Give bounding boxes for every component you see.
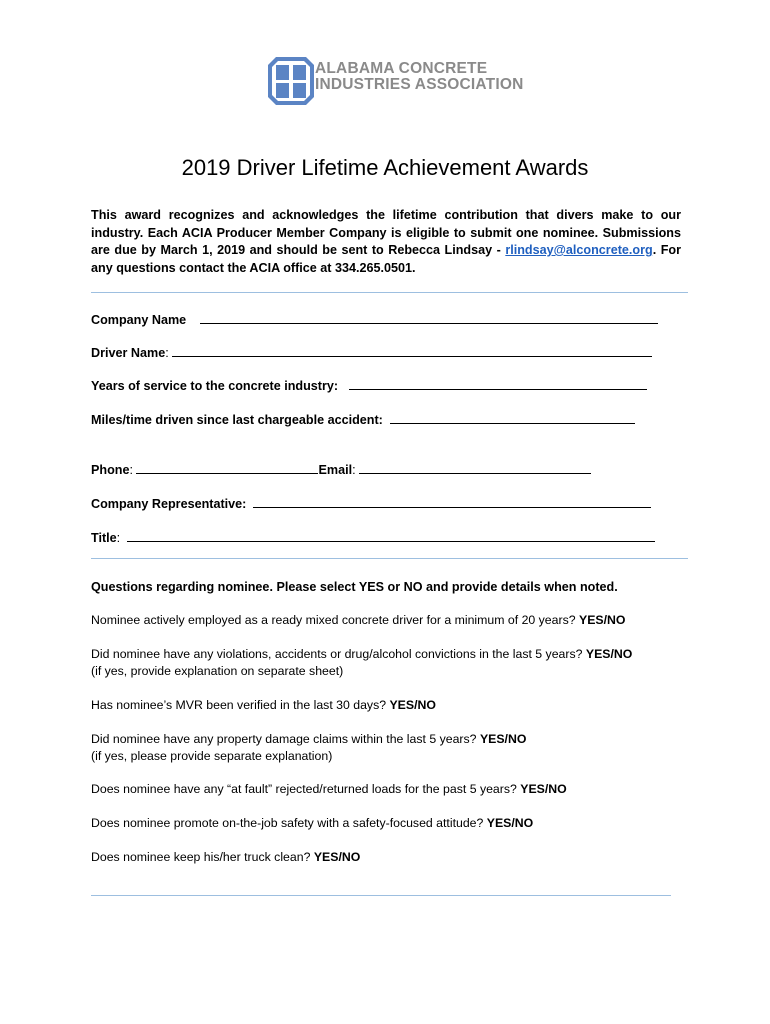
company-rep-line[interactable] xyxy=(253,495,651,508)
question-item xyxy=(91,697,436,714)
question-note: (if yes, please provide separate explanation) xyxy=(91,749,333,763)
yes-no-option[interactable]: YES/NO xyxy=(479,732,527,746)
question-item xyxy=(91,781,567,798)
question-text: Nominee actively employed as a ready mixed concrete driver for a minimum of 20 years? xyxy=(91,613,576,627)
logo-line-2: INDUSTRIES ASSOCIATION xyxy=(315,76,524,93)
question-text: Did nominee have any violations, accidents or drug/alcohol convictions in the last 5 years? xyxy=(91,647,583,661)
intro-paragraph xyxy=(91,207,681,277)
question-text: Has nominee’s MVR been verified in the last 30 days? xyxy=(91,698,387,712)
company-name-line[interactable] xyxy=(200,311,658,324)
email-label: Email xyxy=(318,463,353,477)
company-name-field[interactable] xyxy=(91,311,658,327)
driver-name-field[interactable]: Driver Name: xyxy=(91,344,652,360)
yes-no-option[interactable]: YES/NO xyxy=(579,613,626,627)
company-rep-field[interactable] xyxy=(91,495,651,511)
email-link[interactable]: rlindsay@alconcrete.org xyxy=(505,243,653,257)
yes-no-option[interactable]: YES/NO xyxy=(313,850,361,864)
title-label: Title xyxy=(91,531,117,545)
question-item xyxy=(91,612,625,629)
intro-text-end: . For any questions contact the ACIA office at 334.265.0501. xyxy=(91,243,681,275)
yes-no-option[interactable]: YES/NO xyxy=(585,647,633,661)
acia-logo-mark xyxy=(266,55,316,107)
email-line[interactable] xyxy=(359,461,591,474)
title-line[interactable] xyxy=(127,529,655,542)
logo-line-1: ALABAMA CONCRETE xyxy=(315,60,488,77)
questions-heading: Questions regarding nominee. Please select YES or NO and provide details when noted. xyxy=(91,580,618,594)
years-service-line[interactable] xyxy=(349,377,647,390)
question-item xyxy=(91,849,360,866)
phone-line[interactable] xyxy=(136,461,318,474)
divider-top xyxy=(91,292,688,293)
miles-time-label: Miles/time driven since last chargeable accident: xyxy=(91,413,383,427)
yes-no-option[interactable]: YES/NO xyxy=(486,816,534,830)
driver-name-line[interactable] xyxy=(172,344,652,357)
divider-bottom xyxy=(91,895,671,896)
question-item xyxy=(91,646,632,680)
years-service-label: Years of service to the concrete industry: xyxy=(91,379,339,393)
driver-name-label: Driver Name xyxy=(91,346,166,360)
phone-email-field[interactable]: Phone: Email: xyxy=(91,461,591,477)
question-text: Did nominee have any property damage claims within the last 5 years? xyxy=(91,732,477,746)
phone-label: Phone xyxy=(91,463,130,477)
question-item xyxy=(91,815,533,832)
years-service-field[interactable] xyxy=(91,377,647,393)
title-field[interactable]: Title: xyxy=(91,529,655,545)
question-text: Does nominee keep his/her truck clean? xyxy=(91,850,311,864)
logo-wordmark xyxy=(315,61,524,93)
miles-time-line[interactable] xyxy=(390,411,635,424)
company-name-label: Company Name xyxy=(91,313,187,327)
question-text: Does nominee promote on-the-job safety with a safety-focused attitude? xyxy=(91,816,484,830)
question-note: (if yes, provide explanation on separate sheet) xyxy=(91,664,344,678)
divider-middle xyxy=(91,558,688,559)
yes-no-option[interactable]: YES/NO xyxy=(389,698,436,712)
question-item xyxy=(91,731,526,765)
intro-text: This award recognizes and acknowledges the lifetime contribution that divers make to our industry. Each ACIA Producer Member Company is eligible to submit one nominee. Submissions are due by March 1, 2019 and should be sent to Rebecca Lindsay - xyxy=(91,208,681,257)
question-text: Does nominee have any “at fault” rejected/returned loads for the past 5 years? xyxy=(91,782,517,796)
miles-time-field[interactable] xyxy=(91,411,635,427)
yes-no-option[interactable]: YES/NO xyxy=(520,782,567,796)
company-rep-label: Company Representative: xyxy=(91,497,247,511)
page-title: 2019 Driver Lifetime Achievement Awards xyxy=(181,155,589,180)
